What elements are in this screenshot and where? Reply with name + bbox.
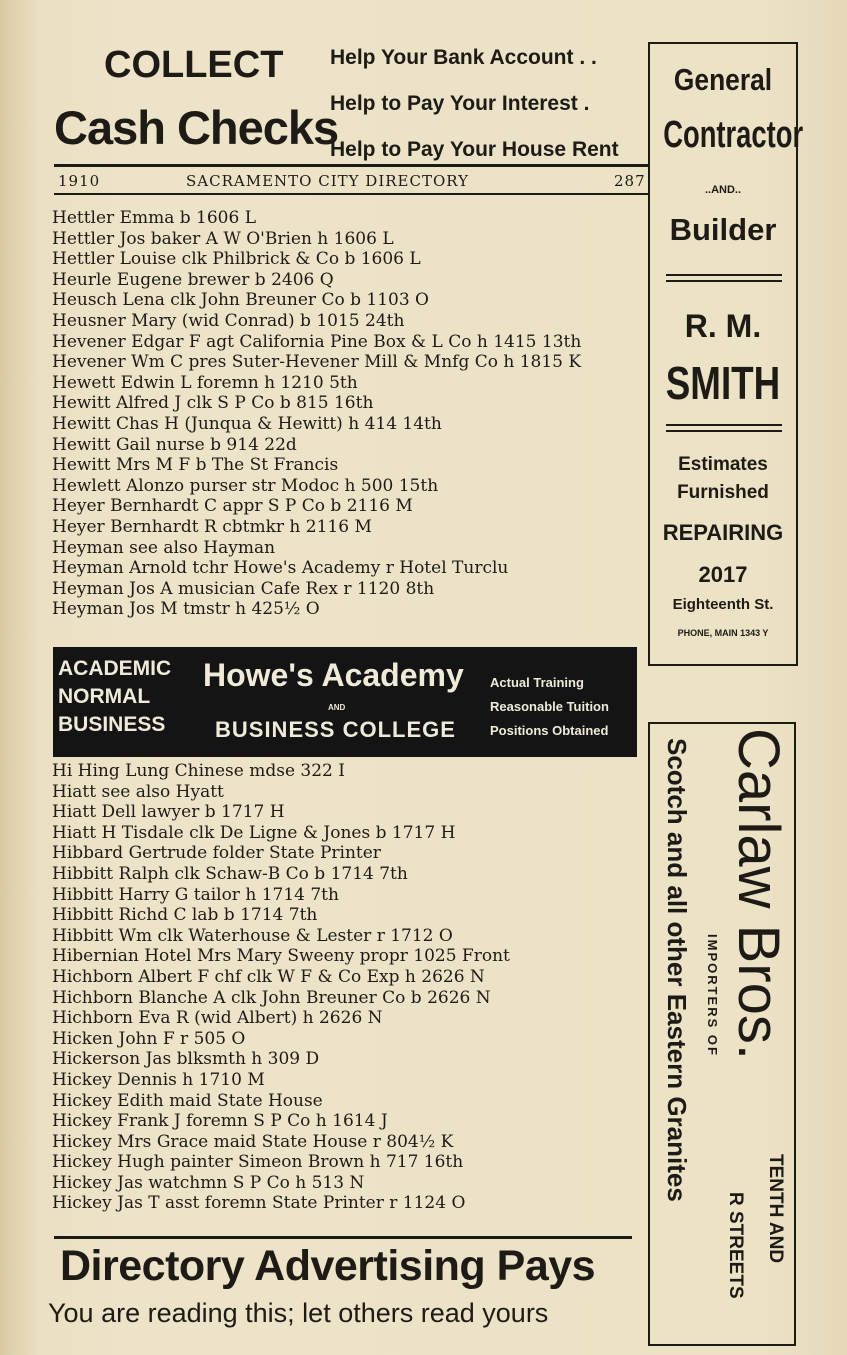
smith-rule-2 [666, 280, 782, 282]
howe-left-line: NORMAL [58, 685, 151, 708]
smith-contractor-ad [648, 42, 804, 666]
help-line-3: Help to Pay Your House Rent [330, 138, 619, 161]
smith-initials: R. M. [684, 308, 762, 344]
directory-entry: Hickey Dennis h 1710 M [52, 1069, 265, 1090]
directory-entry: Heyman see also Hayman [52, 537, 276, 558]
running-head-title: SACRAMENTO CITY DIRECTORY [186, 172, 470, 190]
directory-entry: Hewitt Alfred J clk S P Co b 815 16th [52, 393, 374, 414]
carlaw-address-1: TENTH AND [765, 1154, 786, 1264]
header-rule-bottom [54, 193, 648, 195]
smith-rule-4 [666, 430, 782, 432]
cash-checks-heading: Cash Checks [54, 101, 339, 154]
directory-entry: Heyer Bernhardt R cbtmkr h 2116 M [52, 516, 372, 537]
howe-and: AND [328, 703, 346, 712]
carlaw-name: Carlaw Bros. [726, 728, 791, 1060]
directory-entry: Hicken John F r 505 O [52, 1028, 246, 1049]
directory-entry: Hevener Edgar F agt California Pine Box & L Co h 1415 13th [52, 331, 582, 352]
directory-entry: Hibernian Hotel Mrs Mary Sweeny propr 1025 Front [52, 946, 510, 967]
carlaw-tagline: Scotch and all other Eastern Granites [662, 738, 692, 1202]
directory-entry: Hickey Edith maid State House [52, 1090, 323, 1111]
directory-entry: Hickey Jas watchmn S P Co h 513 N [52, 1172, 365, 1193]
smith-estimates: Estimates [678, 454, 768, 475]
carlaw-importers: IMPORTERS OF [705, 934, 720, 1057]
directory-entry: Heusch Lena clk John Breuner Co b 1103 O [52, 290, 429, 311]
running-head-page: 287 [614, 172, 646, 190]
directory-entry: Hibbard Gertrude folder State Printer [52, 843, 381, 864]
directory-entry: Hettler Emma b 1606 L [52, 208, 257, 228]
directory-entry: Hibbitt Harry G tailor h 1714 7th [52, 884, 339, 905]
directory-entry: Hiatt see also Hyatt [52, 781, 224, 802]
directory-entry: Hewitt Chas H (Junqua & Hewitt) h 414 14th [52, 413, 442, 434]
directory-entry: Hewett Edwin L foremn h 1210 5th [52, 372, 358, 393]
smith-contractor: Contractor [663, 114, 804, 156]
smith-rule-3 [666, 424, 782, 426]
bottom-ad-title: Directory Advertising Pays [60, 1242, 596, 1290]
directory-entry: Heyman Jos A musician Cafe Rex r 1120 8th [52, 578, 435, 599]
bottom-ad-rule [54, 1236, 632, 1239]
header-rule-top [54, 164, 648, 167]
directory-entry: Hewitt Mrs M F b The St Francis [52, 455, 339, 476]
carlaw-address-2: R STREETS [725, 1192, 746, 1299]
directory-entries-lower [52, 761, 652, 1214]
smith-repairing: REPAIRING [662, 520, 784, 545]
directory-entry: Hi Hing Lung Chinese mdse 322 I [52, 761, 345, 781]
directory-entry: Hettler Jos baker A W O'Brien h 1606 L [52, 228, 394, 249]
directory-entries-upper [52, 208, 652, 620]
directory-entry: Heyer Bernhardt C appr S P Co b 2116 M [52, 496, 413, 517]
directory-entry: Hickey Frank J foremn S P Co h 1614 J [52, 1111, 388, 1132]
smith-and: ..AND.. [704, 184, 742, 196]
directory-entry: Hichborn Albert F chf clk W F & Co Exp h 2626 N [52, 966, 485, 987]
howes-academy-ad [53, 647, 637, 757]
smith-builder: Builder [669, 212, 777, 247]
directory-entry: Heyman Jos M tmstr h 425½ O [52, 599, 320, 620]
directory-entry: Hiatt Dell lawyer b 1717 H [52, 802, 285, 823]
smith-general: General [673, 62, 773, 97]
directory-entry: Hickey Hugh painter Simeon Brown h 717 16th [52, 1152, 464, 1173]
smith-rule-1 [666, 274, 782, 276]
smith-furnished: Furnished [677, 482, 769, 503]
directory-entry: Hichborn Eva R (wid Albert) h 2626 N [52, 1008, 383, 1029]
directory-entry: Hiatt H Tisdale clk De Ligne & Jones b 1717 H [52, 822, 456, 843]
directory-entry: Hevener Wm C pres Suter-Hevener Mill & Mnfg Co h 1815 K [52, 352, 582, 373]
smith-street: Eighteenth St. [672, 596, 774, 613]
directory-entry: Hettler Louise clk Philbrick & Co b 1606 L [52, 249, 421, 270]
howe-right-line: Reasonable Tuition [490, 699, 609, 714]
directory-entry: Hibbitt Ralph clk Schaw-B Co b 1714 7th [52, 863, 408, 884]
directory-entry: Heyman Arnold tchr Howe's Academy r Hotel Turclu [52, 558, 509, 579]
smith-name: SMITH [665, 357, 781, 409]
smith-number: 2017 [698, 562, 748, 587]
help-line-1: Help Your Bank Account . . [330, 46, 597, 69]
directory-entry: Hickerson Jas blksmth h 309 D [52, 1049, 320, 1070]
carlaw-bros-ad [648, 722, 796, 1346]
running-head-year: 1910 [58, 172, 101, 190]
howe-title: Howe's Academy [203, 657, 464, 693]
howe-left-lines [58, 655, 171, 739]
directory-entry: Heurle Eugene brewer b 2406 Q [52, 269, 334, 290]
directory-entry: Hibbitt Richd C lab b 1714 7th [52, 905, 318, 926]
directory-entry: Hibbitt Wm clk Waterhouse & Lester r 1712 O [52, 925, 453, 946]
directory-entry: Heusner Mary (wid Conrad) b 1015 24th [52, 310, 405, 331]
directory-entry: Hickey Jas T asst foremn State Printer r 1124 O [52, 1193, 466, 1214]
howe-left-line: BUSINESS [58, 713, 166, 736]
howe-left-line: ACADEMIC [58, 657, 172, 680]
howe-subtitle: BUSINESS COLLEGE [215, 717, 456, 742]
help-line-2: Help to Pay Your Interest . [330, 92, 590, 115]
directory-entry: Hewlett Alonzo purser str Modoc h 500 15th [52, 475, 439, 496]
directory-entry: Hickey Mrs Grace maid State House r 804½ K [52, 1131, 454, 1152]
directory-entry: Hewitt Gail nurse b 914 22d [52, 434, 297, 455]
howe-right-lines [490, 671, 609, 743]
directory-entry: Hichborn Blanche A clk John Breuner Co b 2626 N [52, 987, 491, 1008]
howe-right-line: Positions Obtained [490, 723, 609, 738]
collect-heading: COLLECT [104, 44, 284, 86]
bottom-ad-subtitle: You are reading this; let others read yours [48, 1298, 549, 1328]
smith-phone: PHONE, MAIN 1343 Y [677, 628, 769, 638]
howe-right-line: Actual Training [490, 675, 584, 690]
